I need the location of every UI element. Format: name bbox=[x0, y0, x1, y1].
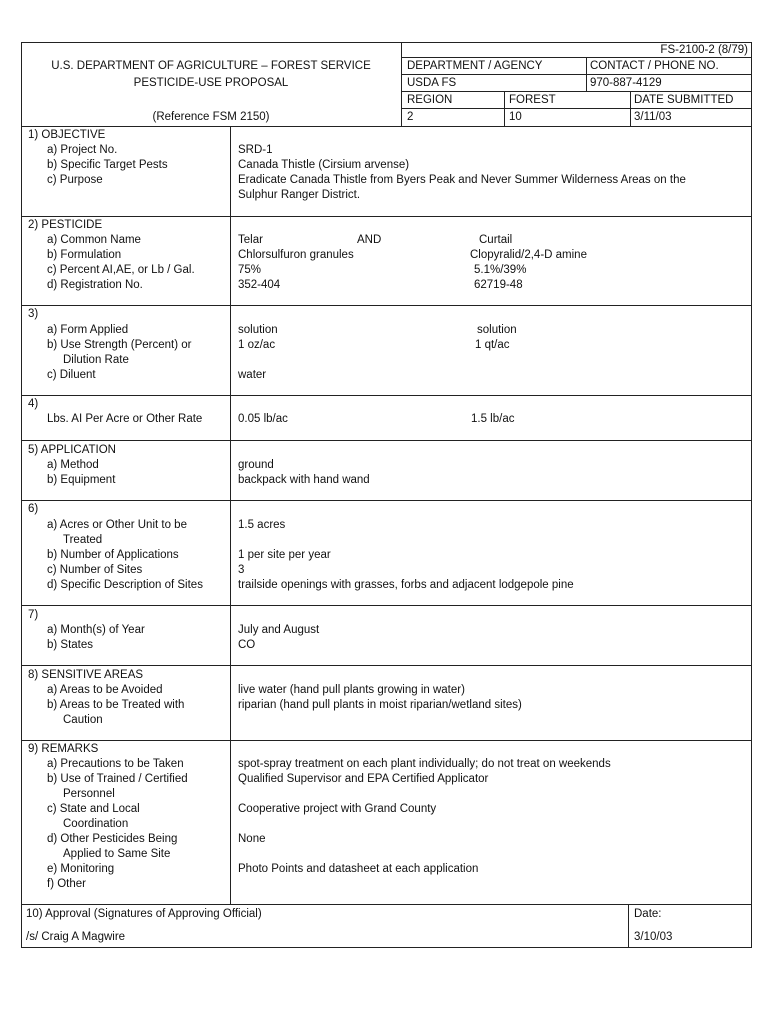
header-rule bbox=[401, 108, 751, 109]
dept-value: USDA FS bbox=[407, 77, 457, 89]
personnel-label-2: Personnel bbox=[63, 788, 115, 800]
forest-value: 10 bbox=[509, 111, 522, 123]
use-strength-label: b) Use Strength (Percent) or bbox=[47, 339, 192, 351]
registration-value: 352-404 bbox=[238, 279, 281, 291]
lbs-ai-value: 0.05 lb/ac bbox=[238, 413, 288, 425]
sites-label: c) Number of Sites bbox=[47, 564, 143, 576]
project-no-label: a) Project No. bbox=[47, 144, 118, 156]
acres-label-2: Treated bbox=[63, 534, 103, 546]
date-submitted-value: 3/11/03 bbox=[634, 111, 672, 123]
coordination-label: c) State and Local bbox=[47, 803, 140, 815]
dept-label: DEPARTMENT / AGENCY bbox=[407, 60, 543, 72]
table-border-right bbox=[751, 42, 752, 947]
date-submitted-label: DATE SUBMITTED bbox=[634, 94, 734, 106]
other-pesticides-value: None bbox=[238, 833, 266, 845]
forest-label: FOREST bbox=[509, 94, 556, 106]
other-pesticides-label: d) Other Pesticides Being bbox=[47, 833, 178, 845]
region-label: REGION bbox=[407, 94, 453, 106]
coordination-label-2: Coordination bbox=[63, 818, 129, 830]
section-1-heading: 1) OBJECTIVE bbox=[28, 129, 106, 141]
header-rule bbox=[401, 57, 751, 58]
header-rule bbox=[401, 74, 751, 75]
approval-signature: /s/ Craig A Magwire bbox=[26, 931, 126, 943]
section-rule bbox=[21, 500, 751, 501]
acres-value: 1.5 acres bbox=[238, 519, 286, 531]
section-rule bbox=[21, 665, 751, 666]
use-strength-label-2: Dilution Rate bbox=[63, 354, 129, 366]
equipment-label: b) Equipment bbox=[47, 474, 116, 486]
monitoring-label: e) Monitoring bbox=[47, 863, 115, 875]
section-3-heading: 3) bbox=[28, 308, 39, 320]
sites-value: 3 bbox=[238, 564, 245, 576]
form-title: PESTICIDE-USE PROPOSAL bbox=[133, 77, 289, 89]
common-name-value: Telar bbox=[238, 234, 263, 246]
form-applied-value-2: solution bbox=[477, 324, 517, 336]
header-rule bbox=[401, 91, 751, 92]
diluent-value: water bbox=[238, 369, 267, 381]
contact-label: CONTACT / PHONE NO. bbox=[590, 60, 719, 72]
common-name-and: AND bbox=[357, 234, 382, 246]
section-rule bbox=[21, 395, 751, 396]
months-label: a) Month(s) of Year bbox=[47, 624, 145, 636]
purpose-value: Sulphur Ranger District. bbox=[238, 189, 361, 201]
use-strength-value-2: 1 qt/ac bbox=[475, 339, 510, 351]
agency-title: U.S. DEPARTMENT OF AGRICULTURE – FOREST SERVICE bbox=[51, 60, 371, 72]
precautions-value: spot-spray treatment on each plant individually; do not treat on weekends bbox=[238, 758, 611, 770]
applications-value: 1 per site per year bbox=[238, 549, 331, 561]
reference: (Reference FSM 2150) bbox=[152, 111, 270, 123]
states-value: CO bbox=[238, 639, 256, 651]
section-rule bbox=[21, 740, 751, 741]
personnel-label: b) Use of Trained / Certified bbox=[47, 773, 188, 785]
method-label: a) Method bbox=[47, 459, 99, 471]
section-rule bbox=[21, 440, 751, 441]
use-strength-value: 1 oz/ac bbox=[238, 339, 276, 351]
areas-caution-label-2: Caution bbox=[63, 714, 103, 726]
section-rule bbox=[21, 904, 751, 905]
header-divider bbox=[586, 57, 587, 91]
purpose-label: c) Purpose bbox=[47, 174, 103, 186]
approval-divider bbox=[628, 904, 629, 947]
section-4-heading: 4) bbox=[28, 398, 39, 410]
section-7-heading: 7) bbox=[28, 609, 39, 621]
sites-description-label: d) Specific Description of Sites bbox=[47, 579, 203, 591]
applications-label: b) Number of Applications bbox=[47, 549, 179, 561]
method-value: ground bbox=[238, 459, 274, 471]
section-2-heading: 2) PESTICIDE bbox=[28, 219, 103, 231]
areas-caution-label: b) Areas to be Treated with bbox=[47, 699, 185, 711]
monitoring-value: Photo Points and datasheet at each application bbox=[238, 863, 479, 875]
acres-label: a) Acres or Other Unit to be bbox=[47, 519, 187, 531]
sites-description-value: trailside openings with grasses, forbs and adjacent lodgepole pine bbox=[238, 579, 574, 591]
percent-ai-label: c) Percent AI,AE, or Lb / Gal. bbox=[47, 264, 195, 276]
approval-date-value: 3/10/03 bbox=[634, 931, 673, 943]
percent-ai-value: 75% bbox=[238, 264, 262, 276]
form-applied-value: solution bbox=[238, 324, 278, 336]
other-pesticides-label-2: Applied to Same Site bbox=[63, 848, 171, 860]
form-applied-label: a) Form Applied bbox=[47, 324, 129, 336]
target-pests-value: Canada Thistle (Cirsium arvense) bbox=[238, 159, 410, 171]
column-divider bbox=[230, 126, 231, 904]
common-name-value-2: Curtail bbox=[479, 234, 513, 246]
section-9-heading: 9) REMARKS bbox=[28, 743, 99, 755]
percent-ai-value-2: 5.1%/39% bbox=[474, 264, 527, 276]
section-rule bbox=[21, 305, 751, 306]
areas-avoided-label: a) Areas to be Avoided bbox=[47, 684, 163, 696]
registration-label: d) Registration No. bbox=[47, 279, 143, 291]
lbs-ai-label: Lbs. AI Per Acre or Other Rate bbox=[47, 413, 203, 425]
table-border-left bbox=[21, 42, 22, 947]
equipment-value: backpack with hand wand bbox=[238, 474, 370, 486]
target-pests-label: b) Specific Target Pests bbox=[47, 159, 168, 171]
personnel-value: Qualified Supervisor and EPA Certified Applicator bbox=[238, 773, 489, 785]
formulation-label: b) Formulation bbox=[47, 249, 122, 261]
approval-date-label: Date: bbox=[634, 908, 662, 920]
table-border-top bbox=[21, 42, 751, 43]
form-number: FS-2100-2 (8/79) bbox=[660, 44, 748, 56]
section-rule bbox=[21, 216, 751, 217]
common-name-label: a) Common Name bbox=[47, 234, 141, 246]
project-no-value: SRD-1 bbox=[238, 144, 273, 156]
section-5-heading: 5) APPLICATION bbox=[28, 444, 116, 456]
lbs-ai-value-2: 1.5 lb/ac bbox=[471, 413, 515, 425]
section-8-heading: 8) SENSITIVE AREAS bbox=[28, 669, 144, 681]
formulation-value: Chlorsulfuron granules bbox=[238, 249, 354, 261]
contact-value: 970-887-4129 bbox=[590, 77, 662, 89]
section-rule bbox=[21, 126, 751, 127]
table-border-bottom bbox=[21, 947, 752, 948]
states-label: b) States bbox=[47, 639, 94, 651]
formulation-value-2: Clopyralid/2,4-D amine bbox=[470, 249, 587, 261]
header-divider bbox=[401, 42, 402, 126]
header-divider bbox=[504, 91, 505, 126]
precautions-label: a) Precautions to be Taken bbox=[47, 758, 184, 770]
section-6-heading: 6) bbox=[28, 503, 39, 515]
section-rule bbox=[21, 605, 751, 606]
purpose-value: Eradicate Canada Thistle from Byers Peak and Never Summer Wilderness Areas on the bbox=[238, 174, 686, 186]
coordination-value: Cooperative project with Grand County bbox=[238, 803, 437, 815]
region-value: 2 bbox=[407, 111, 414, 123]
areas-avoided-value: live water (hand pull plants growing in water) bbox=[238, 684, 465, 696]
other-label: f) Other bbox=[47, 878, 86, 890]
approval-label: 10) Approval (Signatures of Approving Official) bbox=[26, 908, 262, 920]
months-value: July and August bbox=[238, 624, 320, 636]
areas-caution-value: riparian (hand pull plants in moist riparian/wetland sites) bbox=[238, 699, 522, 711]
registration-value-2: 62719-48 bbox=[474, 279, 523, 291]
header-divider bbox=[630, 91, 631, 126]
diluent-label: c) Diluent bbox=[47, 369, 96, 381]
